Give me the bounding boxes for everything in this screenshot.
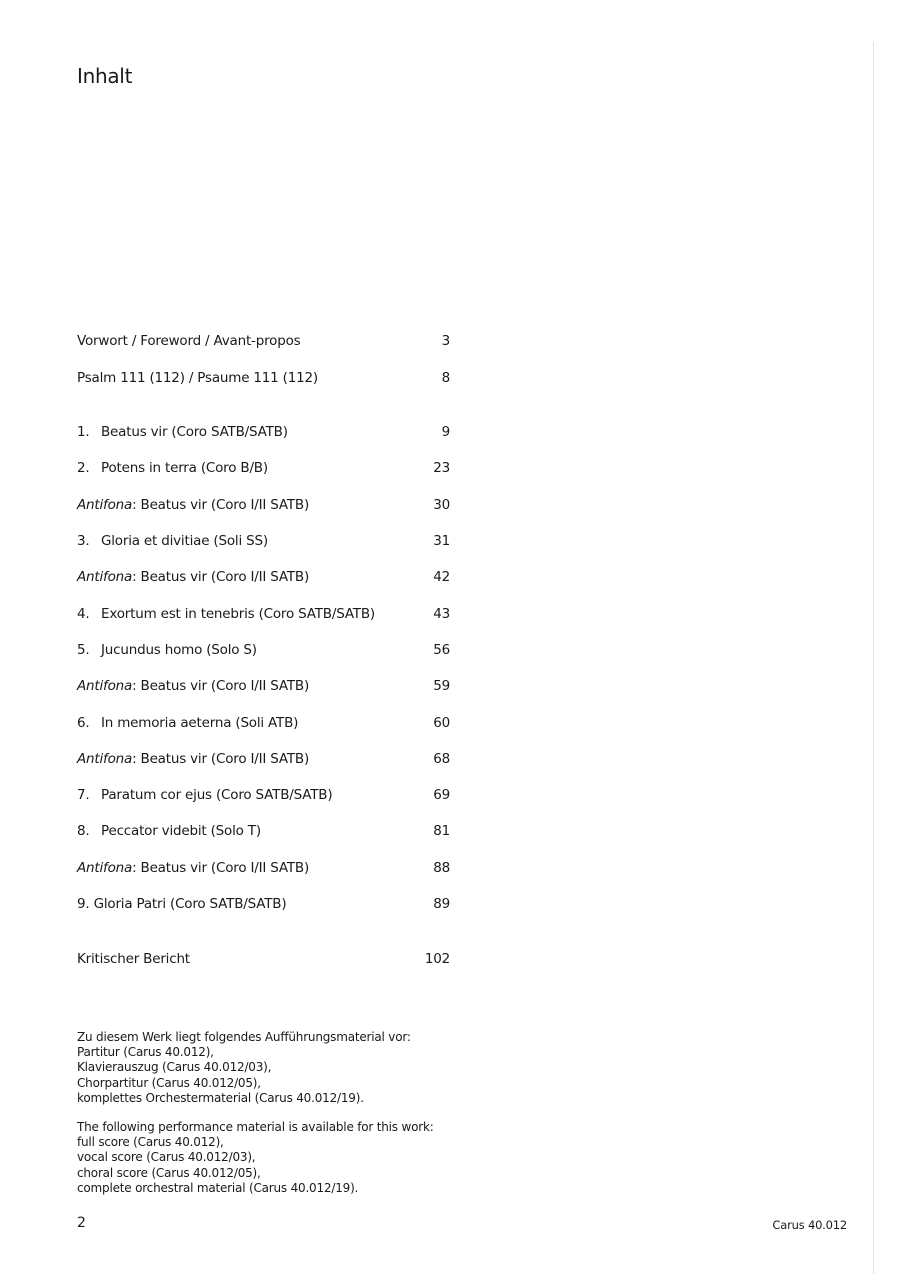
toc-entry — [77, 712, 450, 734]
toc-entry-number: 6. — [77, 715, 90, 731]
toc-entry-label — [77, 639, 257, 661]
toc-entry-label — [77, 566, 309, 588]
toc-entry — [77, 748, 450, 770]
toc-entry — [77, 457, 450, 479]
note-line: Partitur (Carus 40.012), — [77, 1045, 214, 1060]
page-number: 2 — [77, 1215, 86, 1231]
toc-entry — [77, 530, 450, 552]
toc-entry-label — [77, 330, 300, 352]
toc-entry — [77, 494, 450, 516]
toc-entry-page: 88 — [433, 860, 450, 876]
toc-entry-antifona: Antifona — [77, 678, 133, 694]
toc-entry-title: Psalm 111 (112) / Psaume 111 (112) — [77, 370, 318, 386]
note-line: Zu diesem Werk liegt folgendes Aufführungsmaterial vor: — [77, 1030, 411, 1044]
toc-entry-title: Gloria et divitiae (Soli SS) — [101, 533, 268, 549]
toc-entry-page: 81 — [433, 823, 450, 839]
toc-entry — [77, 603, 450, 625]
toc-entry-label — [77, 494, 309, 516]
toc-entry — [77, 893, 450, 915]
toc-entry-page: 102 — [424, 951, 450, 967]
toc-entry-title: : Beatus vir (Coro I/II SATB) — [132, 497, 310, 513]
toc-entry-antifona: Antifona — [77, 569, 133, 585]
note-line: choral score (Carus 40.012/05), — [77, 1165, 261, 1180]
toc-entry-number: 2. — [77, 460, 90, 476]
toc-entry — [77, 857, 450, 879]
toc-entry-page: 42 — [433, 569, 450, 585]
note-line: The following performance material is available for this work: — [77, 1120, 434, 1134]
toc-entry-label — [77, 530, 268, 552]
note-line: Klavierauszug (Carus 40.012/03), — [77, 1060, 272, 1075]
toc-entry-page: 23 — [433, 460, 450, 476]
toc-entry-page: 3 — [441, 333, 450, 349]
page-title: Inhalt — [77, 64, 133, 88]
toc-entry-page: 56 — [433, 642, 450, 658]
toc-entry-title: 9. Gloria Patri (Coro SATB/SATB) — [77, 896, 287, 912]
note-line: komplettes Orchestermaterial (Carus 40.012/19). — [77, 1090, 364, 1105]
toc-entry-label — [77, 948, 190, 970]
toc-entry-label — [77, 603, 375, 625]
note-line: full score (Carus 40.012), — [77, 1135, 224, 1150]
toc-entry-label — [77, 893, 286, 915]
toc-entry — [77, 675, 450, 697]
toc-entry-antifona: Antifona — [77, 497, 133, 513]
toc-entry-label — [77, 820, 261, 842]
performance-material-en — [77, 1120, 434, 1196]
toc-entry-label — [77, 748, 309, 770]
toc-entry-title: Potens in terra (Coro B/B) — [101, 460, 268, 476]
toc-entry — [77, 421, 450, 443]
toc-entry-number: 4. — [77, 606, 90, 622]
toc-entry-title: Exortum est in tenebris (Coro SATB/SATB) — [101, 606, 375, 622]
toc-entry-title: In memoria aeterna (Soli ATB) — [101, 715, 299, 731]
toc-entry-number: 8. — [77, 823, 90, 839]
performance-material-de — [77, 1030, 411, 1106]
toc-entry — [77, 820, 450, 842]
toc-entry-page: 59 — [433, 678, 450, 694]
toc-entry-label — [77, 367, 318, 389]
catalog-number: Carus 40.012 — [772, 1218, 847, 1232]
toc-entry-number: 5. — [77, 642, 90, 658]
toc-entry — [77, 639, 450, 661]
toc-entry-title: : Beatus vir (Coro I/II SATB) — [132, 569, 310, 585]
toc-entry-page: 68 — [433, 751, 450, 767]
note-line: complete orchestral material (Carus 40.012/19). — [77, 1180, 359, 1195]
toc-entry-label — [77, 784, 332, 806]
toc-entry — [77, 566, 450, 588]
toc-entry-title: : Beatus vir (Coro I/II SATB) — [132, 751, 310, 767]
toc-entry-label — [77, 857, 309, 879]
toc-entry-title: Peccator videbit (Solo T) — [101, 823, 261, 839]
toc-entry-page: 69 — [433, 787, 450, 803]
toc-entry-page: 9 — [441, 424, 450, 440]
note-line: vocal score (Carus 40.012/03), — [77, 1150, 256, 1165]
toc-entry-number: 7. — [77, 787, 90, 803]
toc-entry-page: 8 — [441, 370, 450, 386]
toc-entry-page: 60 — [433, 715, 450, 731]
toc-entry-page: 43 — [433, 606, 450, 622]
toc-entry — [77, 367, 450, 389]
toc-entry-title: Jucundus homo (Solo S) — [101, 642, 257, 658]
toc-entry-antifona: Antifona — [77, 751, 133, 767]
toc-entry-label — [77, 421, 288, 443]
toc-entry-page: 31 — [433, 533, 450, 549]
toc-entry-title: : Beatus vir (Coro I/II SATB) — [132, 860, 310, 876]
toc-entry-title: Paratum cor ejus (Coro SATB/SATB) — [101, 787, 333, 803]
toc-entry-antifona: Antifona — [77, 860, 133, 876]
toc-entry-page: 89 — [433, 896, 450, 912]
toc-entry-number: 3. — [77, 533, 90, 549]
toc-entry-label — [77, 675, 309, 697]
toc-entry-label — [77, 712, 298, 734]
toc-entry-label — [77, 457, 268, 479]
note-line: Chorpartitur (Carus 40.012/05), — [77, 1075, 261, 1090]
toc-entry — [77, 948, 450, 970]
toc-entry-number: 1. — [77, 424, 90, 440]
toc-entry — [77, 330, 450, 352]
page-edge — [873, 42, 874, 1274]
toc-entry-title: : Beatus vir (Coro I/II SATB) — [132, 678, 310, 694]
toc-entry-title: Vorwort / Foreword / Avant-propos — [77, 333, 301, 349]
toc-entry — [77, 784, 450, 806]
toc-entry-page: 30 — [433, 497, 450, 513]
toc-entry-title: Kritischer Bericht — [77, 951, 190, 967]
toc-entry-title: Beatus vir (Coro SATB/SATB) — [101, 424, 288, 440]
